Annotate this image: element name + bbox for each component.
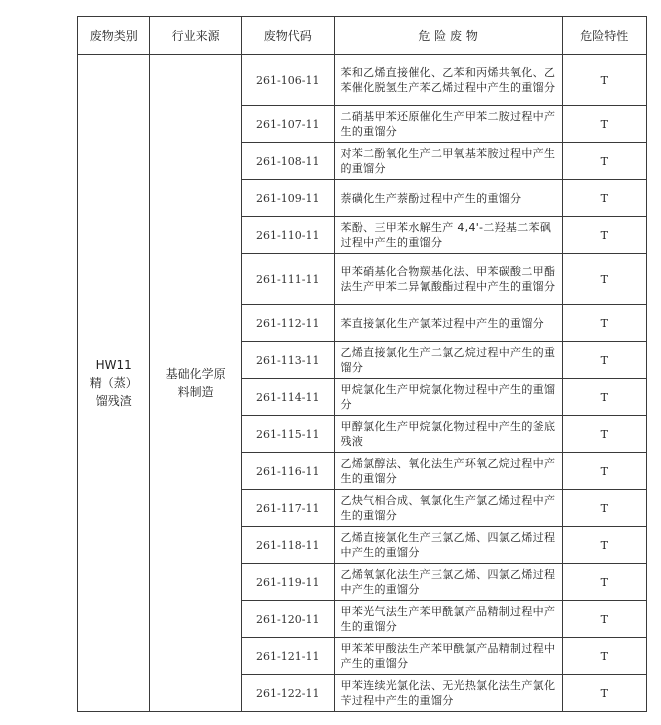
hazard-property-cell: T	[562, 601, 646, 638]
waste-code-cell: 261-115-11	[241, 416, 334, 453]
waste-description-cell: 甲烷氯化生产甲烷氯化物过程中产生的重馏分	[334, 379, 562, 416]
hazard-property-cell: T	[562, 527, 646, 564]
waste-description-cell: 乙烯直接氯化生产二氯乙烷过程中产生的重馏分	[334, 342, 562, 379]
waste-description-cell: 苯酚、三甲苯水解生产 4,4'-二羟基二苯砜过程中产生的重馏分	[334, 217, 562, 254]
waste-description-cell: 甲苯苯甲酸法生产苯甲酰氯产品精制过程中产生的重馏分	[334, 638, 562, 675]
hazard-property-cell: T	[562, 180, 646, 217]
waste-code-cell: 261-106-11	[241, 55, 334, 106]
waste-code-cell: 261-118-11	[241, 527, 334, 564]
hazard-property-cell: T	[562, 143, 646, 180]
hazard-property-cell: T	[562, 490, 646, 527]
waste-description-cell: 对苯二酚氧化生产二甲氧基苯胺过程中产生的重馏分	[334, 143, 562, 180]
waste-description-cell: 二硝基甲苯还原催化生产甲苯二胺过程中产生的重馏分	[334, 106, 562, 143]
waste-description-cell: 甲苯连续光氯化法、无光热氯化法生产氯化苄过程中产生的重馏分	[334, 675, 562, 712]
waste-code-cell: 261-116-11	[241, 453, 334, 490]
waste-code-cell: 261-111-11	[241, 254, 334, 305]
hazard-property-cell: T	[562, 675, 646, 712]
hazard-property-cell: T	[562, 342, 646, 379]
waste-code-cell: 261-108-11	[241, 143, 334, 180]
hazard-property-cell: T	[562, 564, 646, 601]
hazard-property-cell: T	[562, 379, 646, 416]
waste-code-cell: 261-121-11	[241, 638, 334, 675]
waste-description-cell: 甲苯硝基化合物羰基化法、甲苯碳酸二甲酯法生产甲苯二异氰酸酯过程中产生的重馏分	[334, 254, 562, 305]
waste-code-cell: 261-110-11	[241, 217, 334, 254]
waste-code-cell: 261-112-11	[241, 305, 334, 342]
waste-description-cell: 甲醇氯化生产甲烷氯化物过程中产生的釜底残液	[334, 416, 562, 453]
waste-code-cell: 261-120-11	[241, 601, 334, 638]
hazard-property-cell: T	[562, 638, 646, 675]
waste-description-cell: 乙烯氯醇法、氧化法生产环氧乙烷过程中产生的重馏分	[334, 453, 562, 490]
industry-source-cell: 基础化学原料制造	[150, 55, 241, 712]
hazard-property-cell: T	[562, 305, 646, 342]
waste-code-cell: 261-109-11	[241, 180, 334, 217]
hazard-property-cell: T	[562, 416, 646, 453]
waste-code-cell: 261-113-11	[241, 342, 334, 379]
hazard-property-cell: T	[562, 106, 646, 143]
table-row	[78, 55, 647, 106]
waste-code-cell: 261-117-11	[241, 490, 334, 527]
waste-category-line2: 精（蒸）	[89, 376, 138, 390]
waste-category-line1: HW11	[95, 358, 132, 372]
hazard-property-cell: T	[562, 217, 646, 254]
header-waste: 危 险 废 物	[334, 17, 562, 55]
waste-description-cell: 乙烯氧氯化法生产三氯乙烯、四氯乙烯过程中产生的重馏分	[334, 564, 562, 601]
waste-category-cell	[78, 55, 150, 712]
waste-code-cell: 261-119-11	[241, 564, 334, 601]
hazard-property-cell: T	[562, 55, 646, 106]
waste-description-cell: 萘磺化生产萘酚过程中产生的重馏分	[334, 180, 562, 217]
hazard-property-cell: T	[562, 453, 646, 490]
waste-description-cell: 乙烯直接氯化生产三氯乙烯、四氯乙烯过程中产生的重馏分	[334, 527, 562, 564]
header-category: 废物类别	[78, 17, 150, 55]
waste-description-cell: 苯和乙烯直接催化、乙苯和丙烯共氧化、乙苯催化脱氢生产苯乙烯过程中产生的重馏分	[334, 55, 562, 106]
waste-code-cell: 261-114-11	[241, 379, 334, 416]
hazard-property-cell: T	[562, 254, 646, 305]
waste-code-cell: 261-122-11	[241, 675, 334, 712]
header-row	[78, 17, 647, 55]
waste-description-cell: 乙炔气相合成、氧氯化生产氯乙烯过程中产生的重馏分	[334, 490, 562, 527]
waste-category-line3: 馏残渣	[95, 394, 132, 408]
header-property: 危险特性	[562, 17, 646, 55]
hazardous-waste-table	[77, 16, 647, 712]
waste-description-cell: 甲苯光气法生产苯甲酰氯产品精制过程中产生的重馏分	[334, 601, 562, 638]
waste-description-cell: 苯直接氯化生产氯苯过程中产生的重馏分	[334, 305, 562, 342]
header-industry: 行业来源	[150, 17, 241, 55]
waste-code-cell: 261-107-11	[241, 106, 334, 143]
header-code: 废物代码	[241, 17, 334, 55]
